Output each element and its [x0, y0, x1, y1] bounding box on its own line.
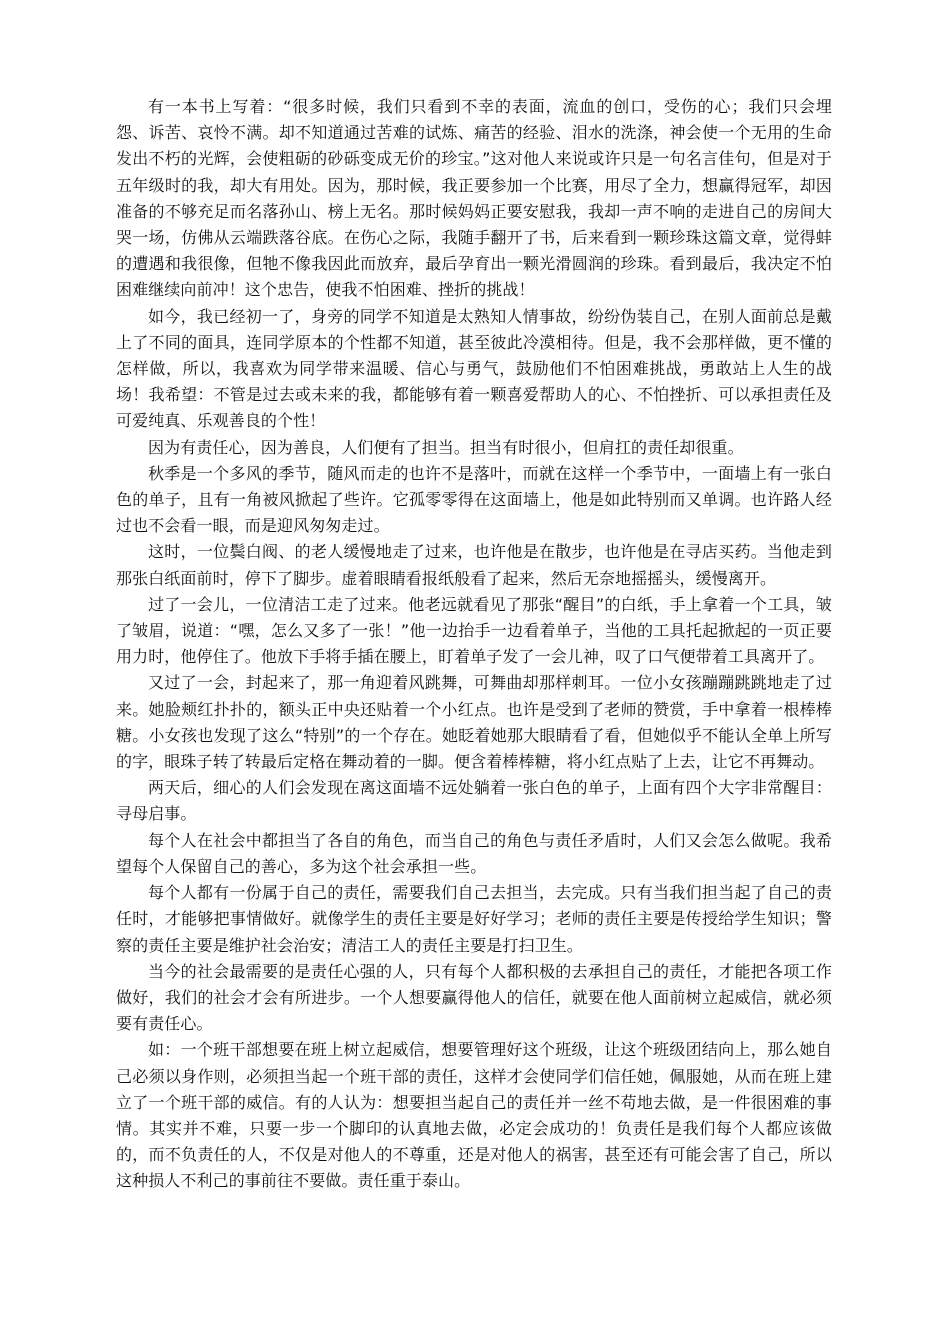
- paragraph-9: 每个人在社会中都担当了各自的角色，而当自己的角色与责任矛盾时，人们又会怎么做呢。我希望每个人保留自己的善心，多为这个社会承担一些。: [116, 830, 832, 876]
- paragraph-1: 有一本书上写着：“很多时候，我们只看到不幸的表面，流血的创口，受伤的心；我们只会埋怨、诉苦、哀怜不满。却不知道通过苦难的试炼、痛苦的经验、泪水的洗涤，神会使一个无用的生命发出不朽的光辉，会使粗砺的砂砾变成无价的珍宝。”这对他人来说或许只是一句名言佳句，但是对于五年级时的我，却大有用处。因为，那时候，我正要参加一个比赛，用尽了全力，想赢得冠军，却因准备的不够充足而名落孙山、榜上无名。那时候妈妈正要安慰我，我却一声不响的走进自己的房间大哭一场，仿佛从云端跌落谷底。在伤心之际，我随手翻开了书，后来看到一颗珍珠这篇文章，觉得蚌的遭遇和我很像，但牠不像我因此而放弃，最后孕育出一颗光滑圆润的珍珠。看到最后，我决定不怕困难继续向前冲！这个忠告，使我不怕困难、挫折的挑战！: [116, 97, 832, 300]
- paragraph-2: 如今，我已经初一了，身旁的同学不知道是太熟知人情事故，纷纷伪装自己，在别人面前总是戴上了不同的面具，连同学原本的个性都不知道，甚至彼此冷漠相待。但是，我不会那样做，更不懂的怎样做，所以，我喜欢为同学带来温暖、信心与勇气，鼓励他们不怕困难挑战，勇敢站上人生的战场！我希望：不管是过去或未来的我，都能够有着一颗喜爱帮助人的心、不怕挫折、可以承担责任及可爱纯真、乐观善良的个性！: [116, 306, 832, 431]
- paragraph-6: 过了一会儿，一位清洁工走了过来。他老远就看见了那张“醒目”的白纸，手上拿着一个工具，皱了皱眉，说道：“嘿，怎么又多了一张！”他一边抬手一边看着单子，当他的工具托起掀起的一页正要用力时，他停住了。他放下手将手插在腰上，盯着单子发了一会儿神，叹了口气便带着工具离开了。: [116, 594, 832, 667]
- paragraph-3: 因为有责任心，因为善良，人们便有了担当。担当有时很小，但肩扛的责任却很重。: [148, 437, 744, 457]
- paragraph-5: 这时，一位鬓白阀、的老人缓慢地走了过来，也许他是在散步，也许他是在寻店买药。当他走到那张白纸面前时，停下了脚步。虚着眼睛看报纸般看了起来，然后无奈地摇摇头，缓慢离开。: [116, 542, 832, 588]
- paragraph-4: 秋季是一个多风的季节，随风而走的也许不是落叶，而就在这样一个季节中，一面墙上有一张白色的单子，且有一角被风掀起了些许。它孤零零得在这面墙上，他是如此特别而又单调。也许路人经过也不会看一眼，而是迎风匆匆走过。: [116, 463, 832, 536]
- paragraph-10: 每个人都有一份属于自己的责任，需要我们自己去担当，去完成。只有当我们担当起了自己的责任时，才能够把事情做好。就像学生的责任主要是好好学习；老师的责任主要是传授给学生知识；警察的责任主要是维护社会治安；清洁工人的责任主要是打扫卫生。: [116, 883, 832, 955]
- document-body: [116, 94, 832, 1195]
- paragraph-8: 两天后，细心的人们会发现在离这面墙不远处躺着一张白色的单子，上面有四个大字非常醒目：寻母启事。: [116, 778, 832, 824]
- paragraph-12: 如：一个班干部想要在班上树立起威信，想要管理好这个班级，让这个班级团结向上，那么她自己必须以身作则，必须担当起一个班干部的责任，这样才会使同学们信任她，佩服她，从而在班上建立了一个班干部的威信。有的人认为：想要担当起自己的责任并一丝不苟地去做，是一件很困难的事情。其实并不难，只要一步一个脚印的认真地去做，必定会成功的！负责任是我们每个人都应该做的，而不负责任的人，不仅是对他人的不尊重，还是对他人的祸害，甚至还有可能会害了自己，所以这种损人不利己的事前往不要做。责任重于泰山。: [116, 1040, 832, 1191]
- paragraph-11: 当今的社会最需要的是责任心强的人，只有每个人都积极的去承担自己的责任，才能把各项工作做好，我们的社会才会有所进步。一个人想要赢得他人的信任，就要在他人面前树立起威信，就必须要有责任心。: [116, 961, 832, 1034]
- paragraph-7: 又过了一会，封起来了，那一角迎着风跳舞，可舞曲却那样刺耳。一位小女孩蹦蹦跳跳地走了过来。她脸颊红扑扑的，额头正中央还贴着一个小红点。也许是受到了老师的赞赏，手中拿着一根棒棒糖。小女孩也发现了这么“特别”的一个存在。她眨着她那大眼睛看了看，但她似乎不能认全单上所写的字，眼珠子转了转最后定格在舞动着的一脚。便含着棒棒糖，将小红点贴了上去，让它不再舞动。: [116, 673, 832, 772]
